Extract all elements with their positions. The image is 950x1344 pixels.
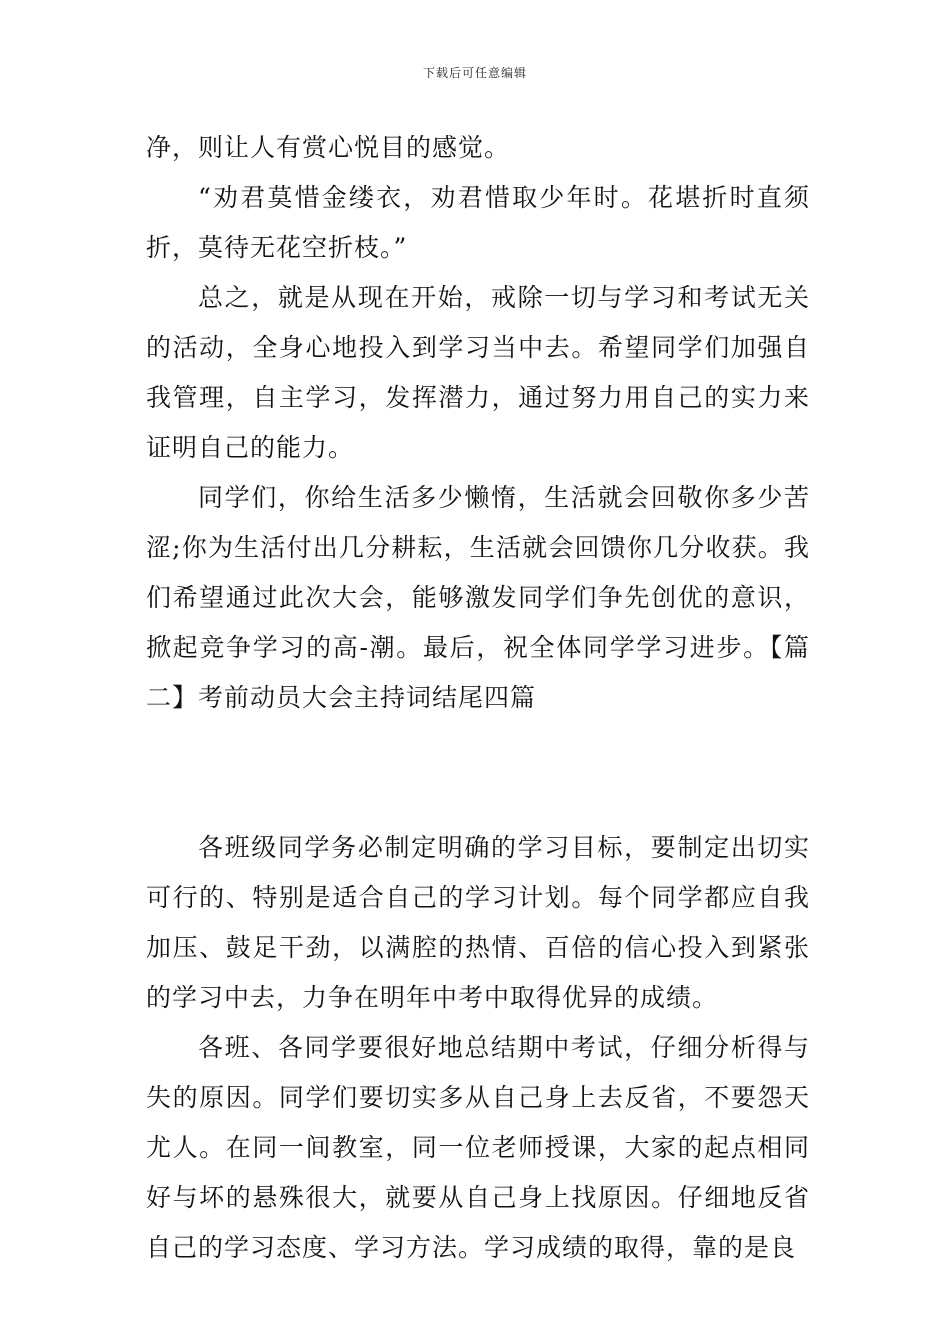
paragraph-summary: 总之，就是从现在开始，戒除一切与学习和考试无关的活动，全身心地投入到学习当中去。希望同学们加强自我管理，自主学习，发挥潜力，通过努力用自己的实力来证明自己的能力。 (146, 283, 810, 462)
section-gap (146, 723, 810, 823)
paragraph-continuation: 净，则让人有赏心悦目的感觉。 (146, 133, 511, 162)
paragraph-goals: 各班级同学务必制定明确的学习目标，要制定出切实可行的、特别是适合自己的学习计划。每个同学都应自我加压、鼓足干劲，以满腔的热情、百倍的信心投入到紧张的学习中去，力争在明年中考中取得优异的成绩。 (146, 833, 810, 1012)
paragraph-poem-quote: “劝君莫惜金缕衣，劝君惜取少年时。花堪折时直须折，莫待无花空折枝。” (146, 183, 810, 262)
paragraph-closing: 同学们，你给生活多少懒惰，生活就会回敬你多少苦涩;你为生活付出几分耕耘，生活就会回馈你几分收获。我们希望通过此次大会，能够激发同学们争先创优的意识，掀起竞争学习的高-潮。最后，祝全体同学学习进步。【篇二】考前动员大会主持词结尾四篇 (146, 483, 810, 712)
document-body (146, 123, 810, 1273)
paragraph-reflection: 各班、各同学要很好地总结期中考试，仔细分析得与失的原因。同学们要切实多从自己身上去反省，不要怨天尤人。在同一间教室，同一位老师授课，大家的起点相同好与坏的悬殊很大，就要从自己身上找原因。仔细地反省自己的学习态度、学习方法。学习成绩的取得，靠的是良 (146, 1033, 810, 1262)
page-header: 下载后可任意编辑 (422, 66, 527, 80)
